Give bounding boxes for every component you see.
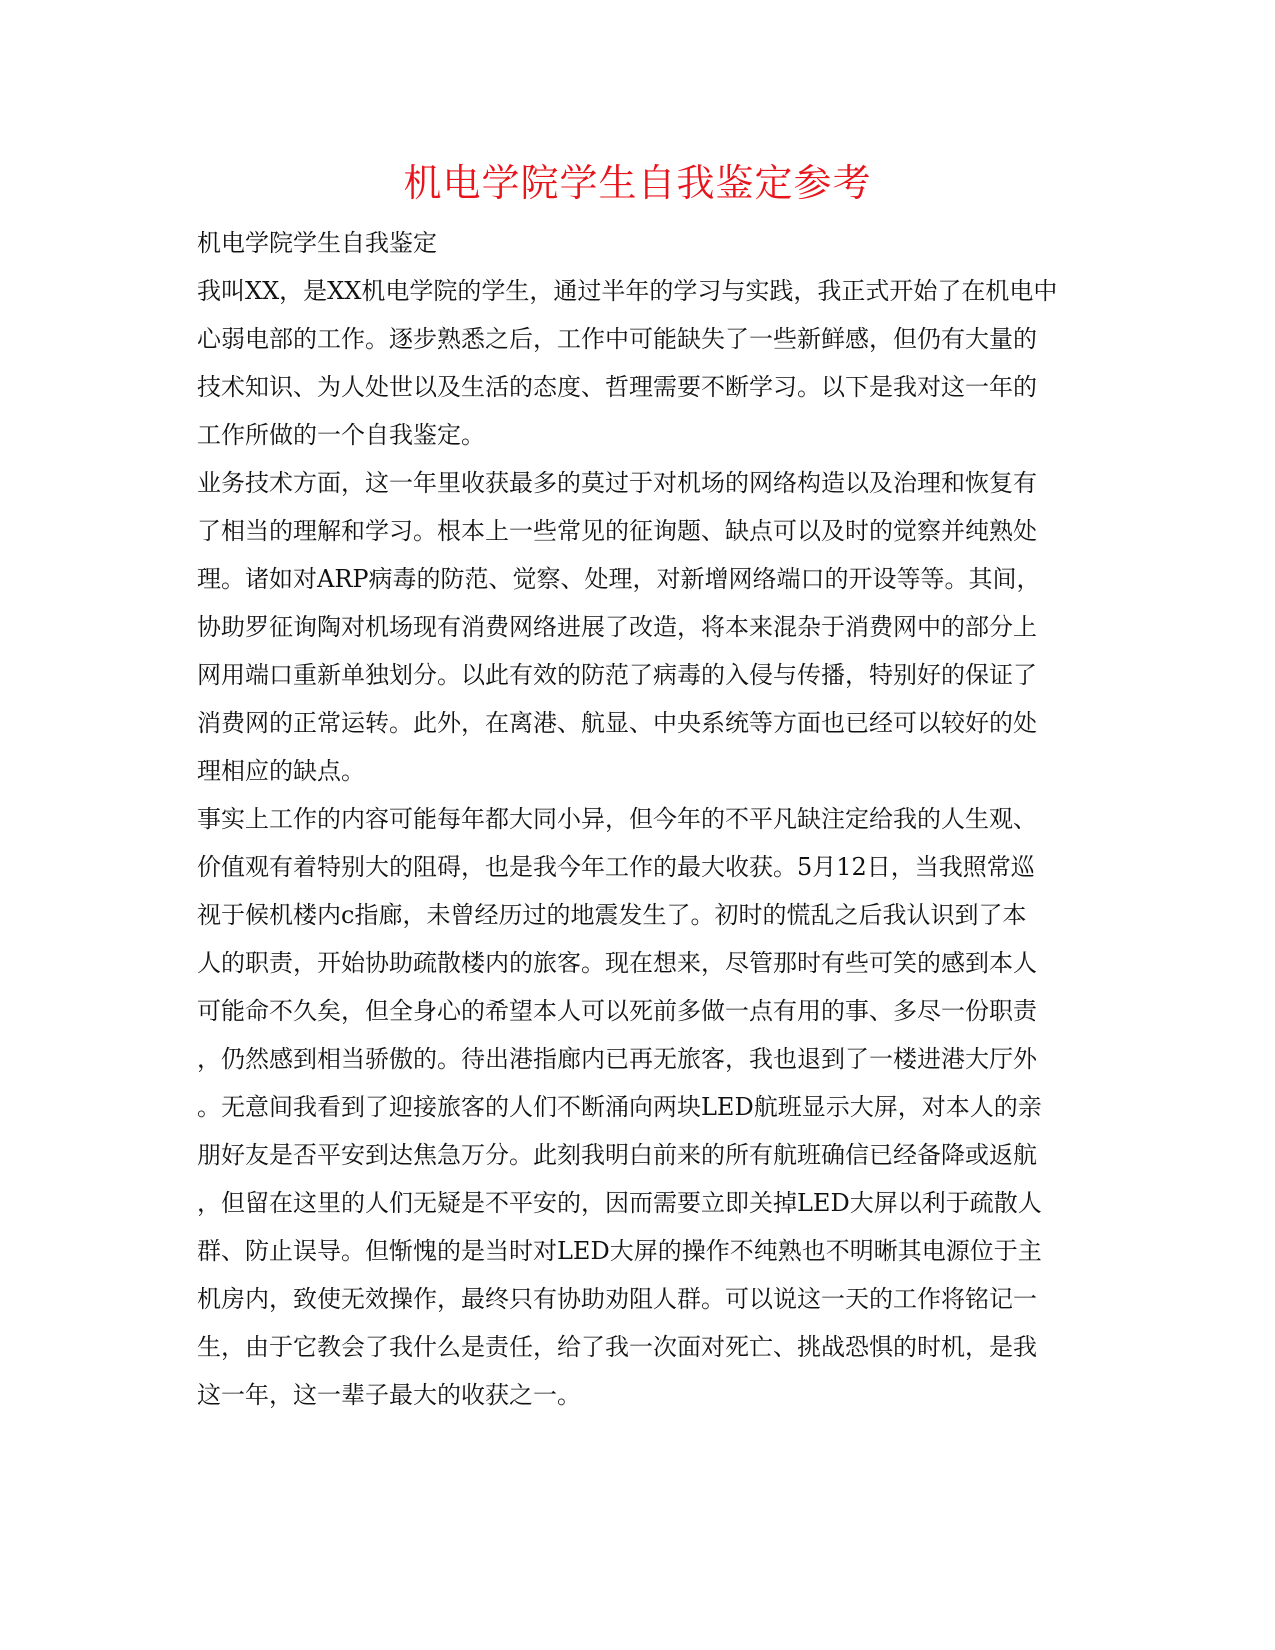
- paragraph-technical: [197, 459, 1067, 795]
- text-line: 理。诸如对ARP病毒的防范、觉察、处理，对新增网络端口的开设等等。其间，: [197, 565, 1041, 593]
- document-title: 机电学院学生自我鉴定参考: [403, 161, 872, 205]
- text-line: ，仍然感到相当骄傲的。待出港指廊内已再无旅客，我也退到了一楼进港大厅外: [197, 1045, 1037, 1073]
- text-line: 这一年，这一辈子最大的收获之一。: [197, 1381, 581, 1409]
- text-line: 消费网的正常运转。此外，在离港、航显、中央系统等方面也已经可以较好的处: [197, 709, 1037, 737]
- text-line: 机房内，致使无效操作，最终只有协助劝阻人群。可以说这一天的工作将铭记一: [197, 1285, 1037, 1313]
- text-line: 技术知识、为人处世以及生活的态度、哲理需要不断学习。以下是我对这一年的: [197, 373, 1037, 401]
- document-body: [197, 219, 1067, 1419]
- text-line: 事实上工作的内容可能每年都大同小异，但今年的不平凡缺注定给我的人生观、: [197, 805, 1037, 833]
- text-line: 工作所做的一个自我鉴定。: [197, 421, 485, 449]
- text-line: 人的职责，开始协助疏散楼内的旅客。现在想来，尽管那时有些可笑的感到本人: [197, 949, 1037, 977]
- text-line: 业务技术方面，这一年里收获最多的莫过于对机场的网络构造以及治理和恢复有: [197, 469, 1037, 497]
- text-line: 群、防止误导。但惭愧的是当时对LED大屏的操作不纯熟也不明晰其电源位于主: [197, 1237, 1042, 1265]
- text-line: 朋好友是否平安到达焦急万分。此刻我明白前来的所有航班确信已经备降或返航: [197, 1141, 1037, 1169]
- document-subtitle: 机电学院学生自我鉴定: [197, 229, 437, 257]
- text-line: 价值观有着特别大的阻碍，也是我今年工作的最大收获。5月12日，当我照常巡: [197, 853, 1035, 881]
- text-line: 心弱电部的工作。逐步熟悉之后，工作中可能缺失了一些新鲜感，但仍有大量的: [197, 325, 1037, 353]
- text-line: 了相当的理解和学习。根本上一些常见的征询题、缺点可以及时的觉察并纯熟处: [197, 517, 1037, 545]
- paragraph-intro: [197, 267, 1067, 459]
- text-line: 生，由于它教会了我什么是责任，给了我一次面对死亡、挑战恐惧的时机，是我: [197, 1333, 1037, 1361]
- text-line: 理相应的缺点。: [197, 757, 365, 785]
- text-line: 协助罗征询陶对机场现有消费网络进展了改造，将本来混杂于消费网中的部分上: [197, 613, 1037, 641]
- text-line: 视于候机楼内c指廊，未曾经历过的地震发生了。初时的慌乱之后我认识到了本: [197, 901, 1027, 929]
- text-line: 我叫XX，是XX机电学院的学生，通过半年的学习与实践，我正式开始了在机电中: [197, 277, 1058, 305]
- text-line: 网用端口重新单独划分。以此有效的防范了病毒的入侵与传播，特别好的保证了: [197, 661, 1037, 689]
- paragraph-earthquake: [197, 795, 1067, 1419]
- text-line: ，但留在这里的人们无疑是不平安的，因而需要立即关掉LED大屏以利于疏散人: [197, 1189, 1042, 1217]
- text-line: 可能命不久矣，但全身心的希望本人可以死前多做一点有用的事、多尽一份职责: [197, 997, 1037, 1025]
- text-line: 。无意间我看到了迎接旅客的人们不断涌向两块LED航班显示大屏，对本人的亲: [197, 1093, 1042, 1121]
